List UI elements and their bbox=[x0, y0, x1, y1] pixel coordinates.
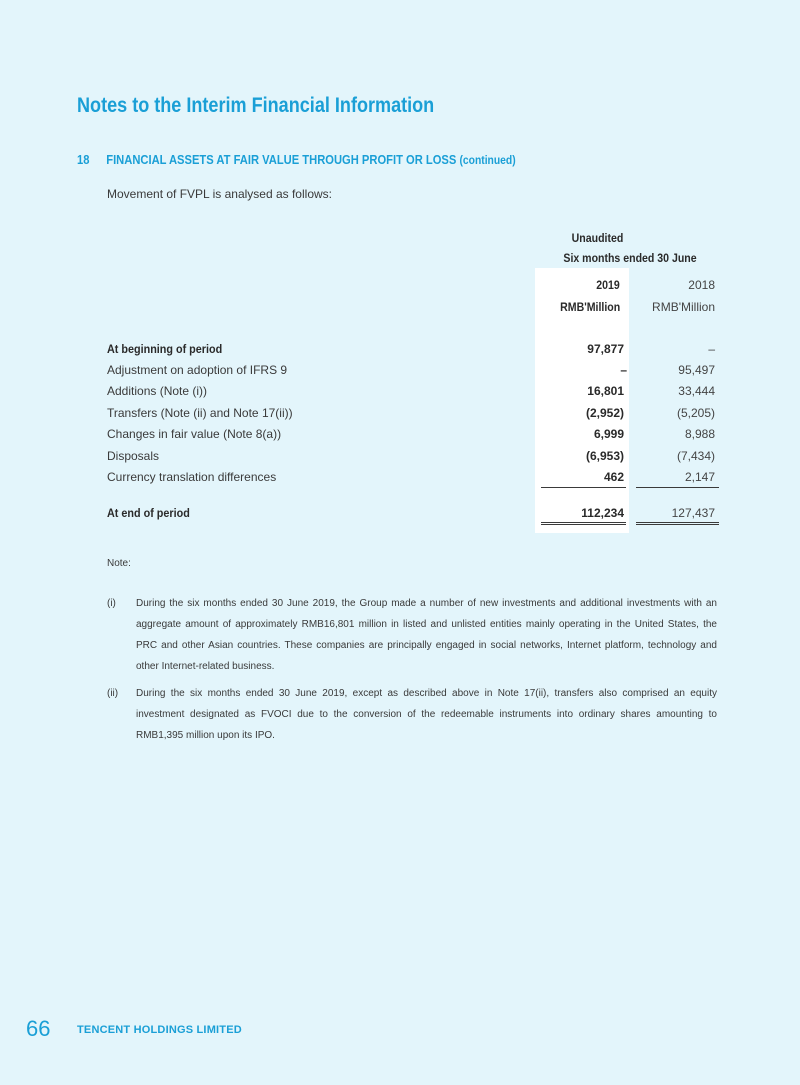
section-continued: (continued) bbox=[459, 153, 516, 167]
note-item bbox=[107, 683, 717, 746]
subtotal-rule-2018 bbox=[636, 487, 719, 488]
header-year-2018: 2018 bbox=[688, 278, 715, 292]
header-unit-2019: RMB'Million bbox=[559, 300, 620, 314]
table-row bbox=[107, 449, 717, 467]
value-2019: 16,801 bbox=[587, 384, 624, 398]
table-row bbox=[107, 406, 717, 424]
value-2019: 462 bbox=[603, 470, 624, 484]
section-heading bbox=[77, 152, 516, 167]
value-2018: 95,497 bbox=[678, 363, 715, 377]
row-label: Transfers (Note (ii) and Note 17(ii)) bbox=[107, 406, 293, 420]
table-row bbox=[107, 384, 717, 402]
value-2019: (6,953) bbox=[585, 449, 624, 463]
row-label: Additions (Note (i)) bbox=[107, 384, 208, 398]
row-label: Changes in fair value (Note 8(a)) bbox=[107, 427, 282, 441]
total-label: At end of period bbox=[107, 506, 190, 520]
note-text: During the six months ended 30 June 2019, the Group made a number of new investments and additional investments with an aggregate amount of approximately RMB16,801 million in listed and unlisted entities mainly operating in the United States, the PRC and other Asian countries. These companies are principally engaged in social networks, Internet platform, technology and other Internet-related business. bbox=[136, 598, 717, 672]
note-marker: (ii) bbox=[107, 688, 119, 699]
header-unaudited: Unaudited bbox=[571, 231, 624, 245]
section-number: 18 bbox=[77, 152, 90, 167]
page-number: 66 bbox=[26, 1016, 51, 1041]
value-2019: 97,877 bbox=[587, 342, 624, 356]
section-title: FINANCIAL ASSETS AT FAIR VALUE THROUGH PROFIT OR LOSS bbox=[106, 152, 457, 167]
value-2019: (2,952) bbox=[585, 406, 624, 420]
row-label: At beginning of period bbox=[107, 342, 223, 356]
note-label: Note: bbox=[107, 558, 131, 569]
value-2018: 33,444 bbox=[678, 384, 715, 398]
row-label: Disposals bbox=[107, 449, 160, 463]
subtotal-rule-2019 bbox=[541, 487, 626, 488]
value-2018: – bbox=[708, 342, 715, 356]
table-row bbox=[107, 427, 717, 445]
table-row bbox=[107, 363, 717, 381]
row-label: Adjustment on adoption of IFRS 9 bbox=[107, 363, 288, 377]
value-2019: – bbox=[620, 363, 627, 377]
total-2019: 112,234 bbox=[581, 506, 624, 520]
total-double-rule-2018 bbox=[636, 522, 719, 525]
company-name: TENCENT HOLDINGS LIMITED bbox=[77, 1024, 242, 1036]
header-year-2019: 2019 bbox=[596, 278, 620, 292]
note-marker: (i) bbox=[107, 598, 116, 609]
value-2018: 2,147 bbox=[684, 470, 715, 484]
header-unit-2018: RMB'Million bbox=[652, 300, 715, 314]
value-2019: 6,999 bbox=[593, 427, 624, 441]
header-period: Six months ended 30 June bbox=[563, 251, 697, 265]
page-title: Notes to the Interim Financial Information bbox=[77, 94, 435, 117]
total-2018: 127,437 bbox=[671, 506, 715, 520]
row-label: Currency translation differences bbox=[107, 470, 277, 484]
note-text: During the six months ended 30 June 2019, except as described above in Note 17(ii), transfers also comprised an equity investment designated as FVOCI due to the conversion of the redeemable instruments into ordinary shares amounting to RMB1,395 million upon its IPO. bbox=[136, 688, 717, 741]
note-item bbox=[107, 593, 717, 677]
value-2018: 8,988 bbox=[684, 427, 715, 441]
total-double-rule-2019 bbox=[541, 522, 626, 525]
table-row bbox=[107, 342, 717, 360]
value-2018: (7,434) bbox=[676, 449, 715, 463]
table-row bbox=[107, 470, 717, 488]
value-2018: (5,205) bbox=[676, 406, 715, 420]
intro-text: Movement of FVPL is analysed as follows: bbox=[107, 187, 332, 201]
